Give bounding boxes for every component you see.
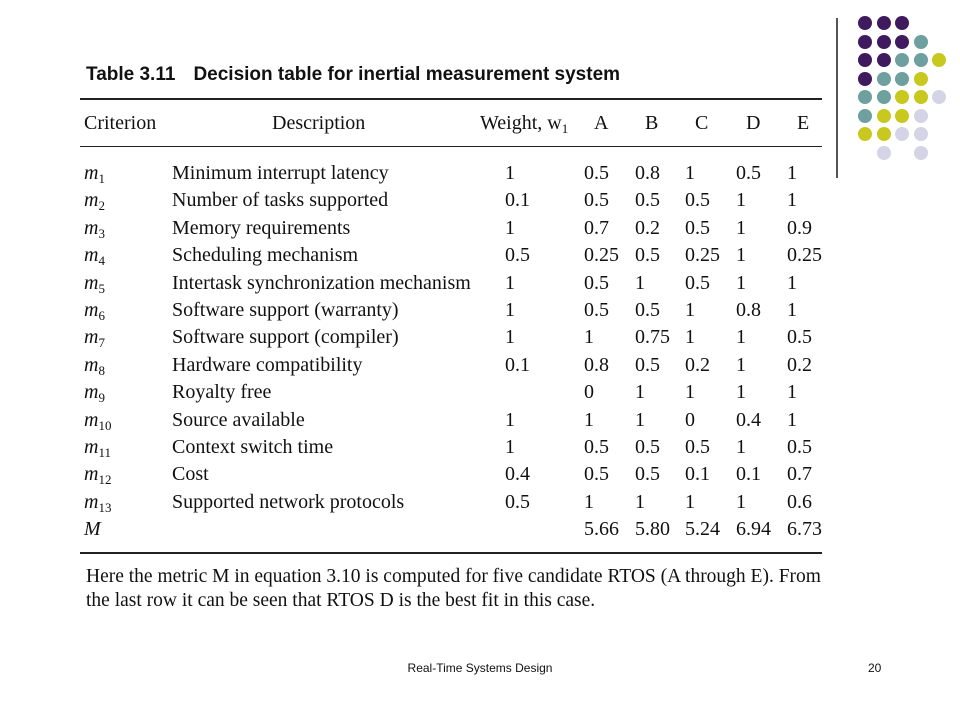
criterion-symbol: m: [84, 381, 99, 404]
description-cell: Scheduling mechanism: [172, 244, 359, 267]
rtos-d-cell: 1: [736, 381, 746, 404]
rtos-a-cell: 0.5: [584, 271, 609, 294]
rtos-a-cell: 0.7: [584, 216, 609, 239]
weight-cell: 0.5: [505, 244, 530, 267]
rtos-b-cell: 0.75: [635, 326, 670, 349]
rtos-b-cell: 1: [635, 490, 645, 513]
table-row: [0, 299, 960, 326]
description-cell: Royalty free: [172, 381, 272, 404]
header-rtos-a: A: [594, 112, 609, 134]
footer-title: Real-Time Systems Design: [407, 661, 553, 675]
criterion-cell: [84, 518, 101, 541]
criterion-symbol: M: [84, 518, 101, 541]
decorative-dot: [914, 90, 928, 104]
table-row: [0, 244, 960, 271]
description-cell: Hardware compatibility: [172, 353, 363, 376]
rtos-e-cell: 0.5: [787, 326, 812, 349]
rtos-b-cell: 0.5: [635, 463, 660, 486]
description-cell: Supported network protocols: [172, 490, 405, 513]
table-row: [0, 217, 960, 244]
rtos-a-cell: 0: [584, 381, 594, 404]
rtos-b-cell: 0.5: [635, 436, 660, 458]
table-row: [0, 189, 960, 216]
criterion-cell: [84, 189, 105, 214]
table-row: [0, 518, 960, 545]
criterion-cell: [84, 217, 105, 242]
criterion-symbol: m: [84, 436, 99, 458]
decorative-dot: [858, 53, 872, 67]
rtos-c-cell: 0.1: [685, 463, 710, 486]
weight-cell: 1: [505, 216, 515, 239]
decorative-dot: [932, 53, 946, 67]
table-row: [0, 162, 960, 189]
rtos-a-cell: 0.5: [584, 436, 609, 458]
weight-cell: 1: [505, 326, 515, 349]
decorative-dot: [895, 35, 909, 49]
criterion-cell: [84, 272, 105, 297]
table-note: Here the metric M in equation 3.10 is computed for five candidate RTOS (A through E). From the last row it can be seen that RTOS D is the best fit in this case.: [86, 566, 821, 611]
rtos-c-cell: 0.5: [685, 216, 710, 239]
rtos-e-cell: 0.2: [787, 353, 812, 376]
decorative-dot: [914, 127, 928, 141]
rtos-a-cell: 0.5: [584, 189, 609, 212]
table-caption: [86, 64, 620, 86]
decorative-dot: [858, 16, 872, 30]
rtos-a-cell: 1: [584, 326, 594, 349]
description-cell: Minimum interrupt latency: [172, 162, 389, 184]
rtos-d-cell: 1: [736, 490, 746, 513]
rtos-e-cell: 0.7: [787, 463, 812, 486]
criterion-symbol: m: [84, 244, 99, 267]
description-cell: Memory requirements: [172, 216, 351, 239]
rtos-b-cell: 0.5: [635, 189, 660, 212]
table-row: [0, 409, 960, 436]
decorative-dot: [914, 146, 928, 160]
criterion-cell: [84, 381, 105, 406]
rtos-c-cell: 0.25: [685, 244, 720, 267]
criterion-subscript: 8: [98, 362, 105, 378]
rtos-e-cell: 0.6: [787, 490, 812, 513]
criterion-subscript: 1: [98, 171, 105, 186]
table-row: [0, 381, 960, 408]
rtos-e-cell: 0.9: [787, 216, 812, 239]
criterion-symbol: m: [84, 490, 99, 513]
rtos-b-cell: 0.5: [635, 299, 660, 321]
table-row: [0, 491, 960, 518]
weight-cell: 1: [505, 271, 515, 294]
criterion-subscript: 7: [98, 335, 105, 351]
decorative-dot: [895, 127, 909, 141]
decorative-dot: [895, 109, 909, 123]
rtos-c-cell: 1: [685, 381, 695, 404]
decorative-dot: [877, 16, 891, 30]
rtos-c-cell: 5.24: [685, 518, 720, 541]
criterion-subscript: 4: [98, 253, 105, 269]
description-cell: Source available: [172, 408, 305, 431]
decorative-dot: [877, 53, 891, 67]
criterion-cell: [84, 162, 105, 187]
rtos-c-cell: 0.5: [685, 271, 710, 294]
criterion-cell: [84, 463, 111, 488]
rtos-d-cell: 1: [736, 216, 746, 239]
rtos-b-cell: 5.80: [635, 518, 670, 541]
header-weight-label: Weight, w: [480, 112, 562, 134]
rtos-b-cell: 1: [635, 271, 645, 294]
description-cell: Software support (warranty): [172, 299, 399, 321]
decorative-divider-line: [836, 18, 838, 178]
page-number: 20: [868, 661, 882, 675]
criterion-subscript: 13: [98, 499, 112, 515]
rtos-d-cell: 1: [736, 271, 746, 294]
rtos-c-cell: 0.5: [685, 189, 710, 212]
decorative-dot: [895, 16, 909, 30]
rtos-e-cell: 6.73: [787, 518, 822, 541]
rtos-d-cell: 1: [736, 326, 746, 349]
table-row: [0, 272, 960, 299]
rtos-e-cell: 1: [787, 271, 797, 294]
table-row: [0, 354, 960, 381]
rtos-a-cell: 1: [584, 490, 594, 513]
decorative-dot: [877, 90, 891, 104]
decorative-dot: [877, 72, 891, 86]
rtos-d-cell: 1: [736, 436, 746, 458]
rtos-c-cell: 1: [685, 162, 695, 184]
rtos-e-cell: 1: [787, 189, 797, 212]
decorative-dot: [877, 127, 891, 141]
rtos-a-cell: 0.5: [584, 162, 609, 184]
rtos-a-cell: 0.5: [584, 299, 609, 321]
decorative-dot: [858, 35, 872, 49]
weight-cell: 1: [505, 299, 515, 321]
rtos-a-cell: 0.8: [584, 353, 609, 376]
decorative-dot: [914, 35, 928, 49]
decorative-dot: [914, 109, 928, 123]
header-rtos-e: E: [797, 112, 810, 134]
rtos-d-cell: 0.8: [736, 299, 761, 321]
decorative-dot-pattern: [852, 14, 960, 164]
header-description: Description: [272, 112, 366, 134]
criterion-subscript: 10: [98, 417, 112, 433]
criterion-cell: [84, 299, 105, 324]
rtos-c-cell: 1: [685, 326, 695, 349]
rtos-d-cell: 6.94: [736, 518, 771, 541]
rtos-b-cell: 1: [635, 381, 645, 404]
table-header-rule: [80, 146, 822, 147]
weight-cell: 0.5: [505, 490, 530, 513]
description-cell: Software support (compiler): [172, 326, 399, 349]
criterion-symbol: m: [84, 353, 99, 376]
table-row: [0, 463, 960, 490]
header-weight: [480, 112, 568, 137]
rtos-a-cell: 1: [584, 408, 594, 431]
weight-cell: 1: [505, 162, 515, 184]
decorative-dot: [914, 72, 928, 86]
decorative-dot: [914, 53, 928, 67]
rtos-b-cell: 0.5: [635, 244, 660, 267]
rtos-d-cell: 0.4: [736, 408, 761, 431]
rtos-e-cell: 1: [787, 162, 797, 184]
rtos-b-cell: 0.8: [635, 162, 660, 184]
decorative-dot: [858, 72, 872, 86]
header-rtos-c: C: [695, 112, 709, 134]
decorative-dot: [877, 35, 891, 49]
rtos-e-cell: 1: [787, 408, 797, 431]
criterion-subscript: 9: [98, 390, 105, 406]
criterion-cell: [84, 409, 111, 434]
criterion-subscript: 11: [98, 445, 111, 460]
weight-cell: 0.4: [505, 463, 530, 486]
header-rtos-b: B: [645, 112, 659, 134]
criterion-symbol: m: [84, 463, 99, 486]
table-row: [0, 326, 960, 353]
criterion-cell: [84, 436, 111, 461]
rtos-a-cell: 0.5: [584, 463, 609, 486]
rtos-c-cell: 0.2: [685, 353, 710, 376]
rtos-a-cell: 0.25: [584, 244, 619, 267]
decorative-dot: [932, 90, 946, 104]
rtos-c-cell: 1: [685, 299, 695, 321]
rtos-c-cell: 0: [685, 408, 695, 431]
criterion-symbol: m: [84, 271, 99, 294]
header-weight-subscript: 1: [561, 121, 569, 136]
criterion-subscript: 5: [98, 280, 105, 296]
rtos-b-cell: 0.2: [635, 216, 660, 239]
description-cell: Intertask synchronization mechanism: [172, 271, 471, 294]
description-cell: Cost: [172, 463, 209, 486]
description-cell: Context switch time: [172, 436, 334, 458]
table-top-rule: [80, 98, 822, 100]
criterion-symbol: m: [84, 189, 99, 212]
decorative-dot: [895, 90, 909, 104]
rtos-c-cell: 0.5: [685, 436, 710, 458]
criterion-cell: [84, 244, 105, 269]
rtos-e-cell: 1: [787, 299, 797, 321]
criterion-symbol: m: [84, 162, 99, 184]
weight-cell: 0.1: [505, 353, 530, 376]
rtos-d-cell: 1: [736, 244, 746, 267]
header-rtos-d: D: [746, 112, 761, 134]
rtos-c-cell: 1: [685, 490, 695, 513]
rtos-a-cell: 5.66: [584, 518, 619, 541]
criterion-subscript: 12: [98, 472, 112, 488]
decorative-dot: [895, 72, 909, 86]
table-row: [0, 436, 960, 463]
rtos-e-cell: 0.25: [787, 244, 822, 267]
criterion-cell: [84, 491, 111, 516]
rtos-d-cell: 1: [736, 353, 746, 376]
rtos-b-cell: 0.5: [635, 353, 660, 376]
criterion-symbol: m: [84, 326, 99, 349]
criterion-cell: [84, 326, 105, 351]
decorative-dot: [877, 146, 891, 160]
rtos-e-cell: 0.5: [787, 436, 812, 458]
criterion-symbol: m: [84, 216, 99, 239]
criterion-cell: [84, 354, 105, 379]
table-bottom-rule: [80, 552, 822, 554]
criterion-subscript: 3: [98, 225, 105, 241]
decorative-dot: [858, 127, 872, 141]
rtos-d-cell: 1: [736, 189, 746, 212]
criterion-symbol: m: [84, 408, 99, 431]
rtos-d-cell: 0.1: [736, 463, 761, 486]
weight-cell: 1: [505, 408, 515, 431]
decorative-dot: [877, 109, 891, 123]
header-criterion: Criterion: [84, 112, 157, 134]
criterion-symbol: m: [84, 299, 99, 321]
rtos-b-cell: 1: [635, 408, 645, 431]
weight-cell: 0.1: [505, 189, 530, 212]
table-title: Decision table for inertial measurement system: [193, 64, 621, 85]
table-label: Table 3.11: [86, 64, 176, 85]
decorative-dot: [858, 109, 872, 123]
rtos-d-cell: 0.5: [736, 162, 761, 184]
criterion-subscript: 6: [98, 308, 105, 323]
decorative-dot: [895, 53, 909, 67]
weight-cell: 1: [505, 436, 515, 458]
criterion-subscript: 2: [98, 198, 105, 214]
rtos-e-cell: 1: [787, 381, 797, 404]
decorative-dot: [858, 90, 872, 104]
description-cell: Number of tasks supported: [172, 189, 389, 212]
